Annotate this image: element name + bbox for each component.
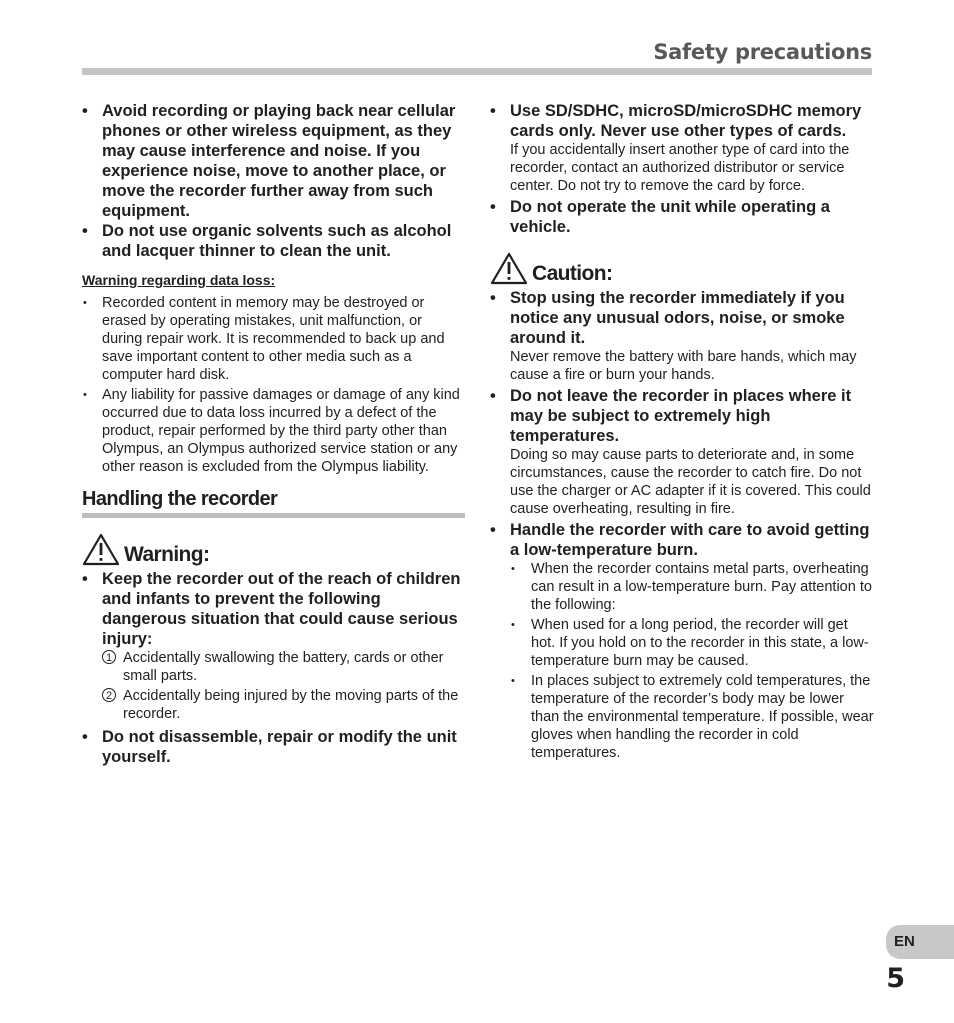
stop-using-body: Never remove the battery with bare hands, which may cause a fire or burn your hands.: [510, 349, 857, 383]
high-temperatures-body: Doing so may cause parts to deteriorate and, in some circumstances, cause the recorder to catch fire. Do not use the charger or AC adapter if it is covered. This could cause overheating, resulting in fire.: [510, 447, 871, 517]
numbered-item: [82, 649, 465, 685]
bullet-stop-using: • Stop using the recorder immediately if you notice any unusual odors, noise, or smoke around it.: [490, 288, 875, 348]
right-column: [490, 101, 875, 762]
caution-heading: [490, 252, 875, 285]
circled-number: 2: [102, 688, 116, 702]
page-number: 5: [886, 963, 905, 994]
bullet-organic-solvents: • Do not use organic solvents such as alcohol and lacquer thinner to clean the unit.: [82, 221, 465, 261]
bullet-high-temperatures: • Do not leave the recorder in places where it may be subject to extremely high temperatures.: [490, 386, 875, 446]
low-temp-item: • In places subject to extremely cold temperatures, the temperature of the recorder’s body may be lower than the environmental temperature. If possible, wear gloves when handling the recorder in cold temperatures.: [490, 672, 875, 762]
header-rule: [82, 68, 872, 75]
low-temp-item: • When used for a long period, the recorder will get hot. If you hold on to the recorder in this state, a low-temperature burn may be caused.: [490, 616, 875, 670]
caution-label: Caution:: [532, 262, 613, 285]
data-loss-item: • Recorded content in memory may be destroyed or erased by operating mistakes, unit malfunction, or during repair work. It is recommended to back up and save important content to other media such as a computer hard disk.: [82, 294, 465, 384]
bullet-keep-out-of-reach: • Keep the recorder out of the reach of children and infants to prevent the following dangerous situation that could cause serious injury:: [82, 569, 465, 649]
section-title-handling: Handling the recorder: [82, 488, 465, 518]
bullet-low-temperature-burn: • Handle the recorder with care to avoid getting a low-temperature burn.: [490, 520, 875, 560]
data-loss-heading: Warning regarding data loss:: [82, 272, 276, 288]
data-loss-item: • Any liability for passive damages or damage of any kind occurred due to data loss incurred by a defect of the product, repair performed by the third party other than Olympus, an Olympus authorized service station or any other reason is excluded from the Olympus liability.: [82, 386, 465, 476]
page-header-title: Safety precautions: [653, 40, 872, 64]
sd-cards-body: If you accidentally insert another type of card into the recorder, contact an authorized distributor or service center. Do not try to remove the card by force.: [510, 142, 850, 194]
circled-number: 1: [102, 650, 116, 664]
numbered-item: [82, 687, 465, 723]
bullet-do-not-disassemble: • Do not disassemble, repair or modify the unit yourself.: [82, 727, 465, 767]
language-tab: EN: [886, 925, 954, 959]
numbered-item-text: Accidentally being injured by the moving parts of the recorder.: [123, 688, 459, 722]
bullet-vehicle: • Do not operate the unit while operating a vehicle.: [490, 197, 875, 237]
warning-label: Warning:: [124, 543, 210, 566]
caution-triangle-icon: [490, 252, 528, 285]
low-temp-item: • When the recorder contains metal parts, overheating can result in a low-temperature burn. Pay attention to the following:: [490, 560, 875, 614]
bullet-sd-cards: • Use SD/SDHC, microSD/microSDHC memory cards only. Never use other types of cards.: [490, 101, 875, 141]
warning-triangle-icon: [82, 533, 120, 566]
bullet-avoid-recording: • Avoid recording or playing back near cellular phones or other wireless equipment, as they may cause interference and noise. If you experience noise, move to another place, or move the recorder further away from such equipment.: [82, 101, 465, 221]
warning-heading: [82, 533, 465, 566]
numbered-item-text: Accidentally swallowing the battery, cards or other small parts.: [123, 650, 444, 684]
left-column: [82, 101, 465, 767]
